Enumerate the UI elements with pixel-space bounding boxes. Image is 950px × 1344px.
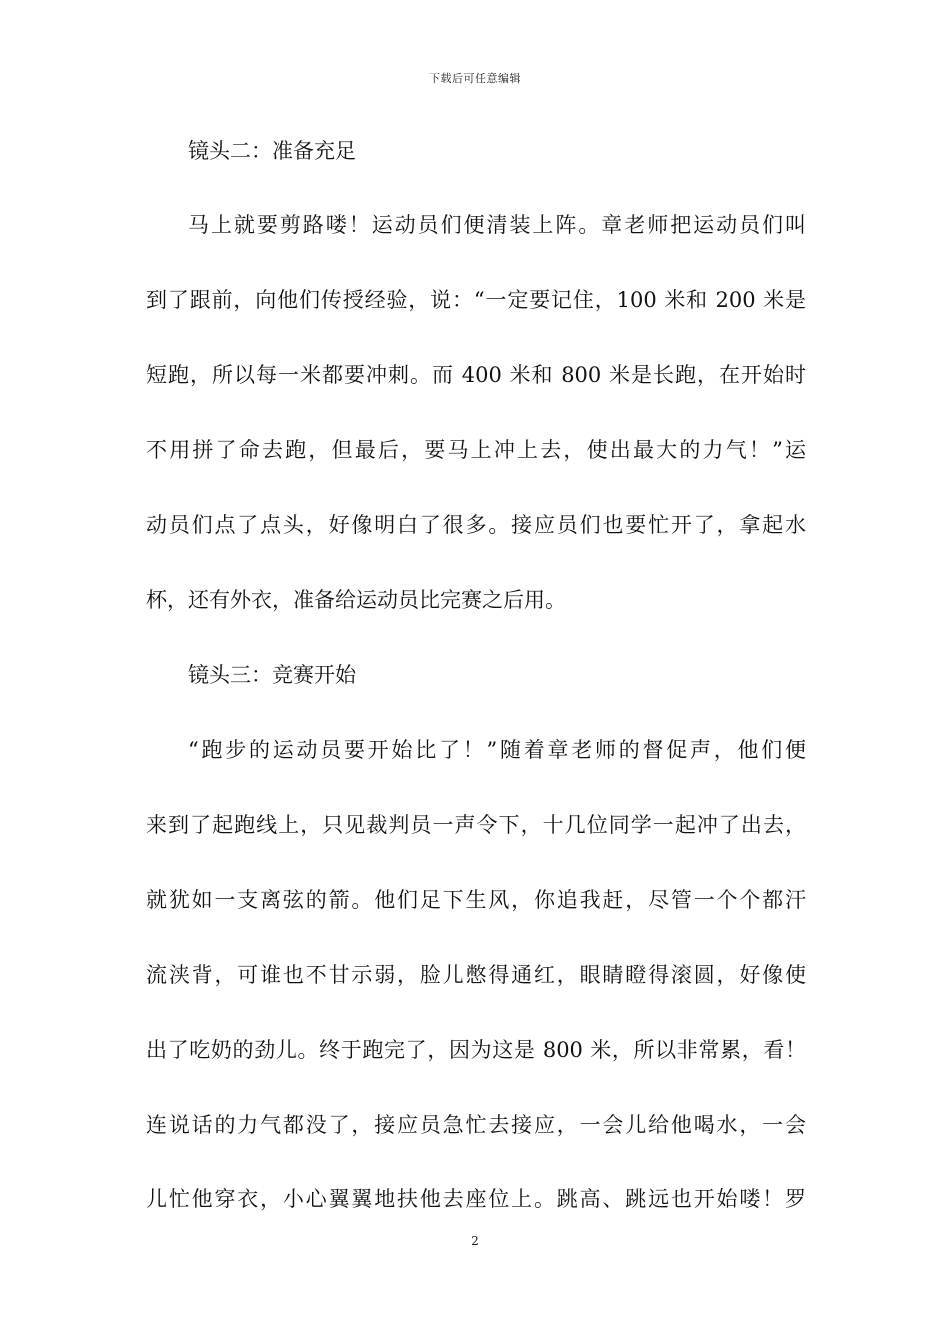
paragraph-line: 儿忙他穿衣，小心翼翼地扶他去座位上。跳高、跳远也开始喽！罗 [146, 1187, 806, 1211]
header-note: 下载后可任意编辑 [429, 72, 521, 85]
paragraph-line: 流浃背，可谁也不甘示弱，脸儿憋得通红，眼睛瞪得滚圆，好像使 [146, 963, 806, 987]
section-heading: 镜头二：准备充足 [188, 139, 356, 163]
paragraph-line: 到了跟前，向他们传授经验，说：“一定要记住，100 米和 200 米是 [146, 288, 806, 312]
paragraph-line: 连说话的力气都没了，接应员急忙去接应，一会儿给他喝水，一会 [146, 1113, 806, 1137]
paragraph-line: 不用拼了命去跑，但最后，要马上冲上去，使出最大的力气！”运 [146, 438, 806, 462]
paragraph-line: 来到了起跑线上，只见裁判员一声令下，十几位同学一起冲了出去， [146, 813, 806, 837]
section-heading: 镜头三：竞赛开始 [188, 663, 356, 687]
paragraph-line: 杯，还有外衣，准备给运动员比完赛之后用。 [146, 588, 566, 612]
paragraph-line: 马上就要剪路喽！运动员们便清装上阵。章老师把运动员们叫 [188, 213, 806, 237]
paragraph-line: 就犹如一支离弦的箭。他们足下生风，你追我赶，尽管一个个都汗 [146, 888, 806, 912]
page-number: 2 [471, 1234, 479, 1248]
paragraph-line: 动员们点了点头，好像明白了很多。接应员们也要忙开了，拿起水 [146, 513, 806, 537]
paragraph-line: “跑步的运动员要开始比了！”随着章老师的督促声，他们便 [188, 738, 806, 762]
paragraph-line: 短跑，所以每一米都要冲刺。而 400 米和 800 米是长跑，在开始时 [146, 363, 806, 387]
paragraph-line: 出了吃奶的劲儿。终于跑完了，因为这是 800 米，所以非常累，看！ [146, 1038, 806, 1062]
